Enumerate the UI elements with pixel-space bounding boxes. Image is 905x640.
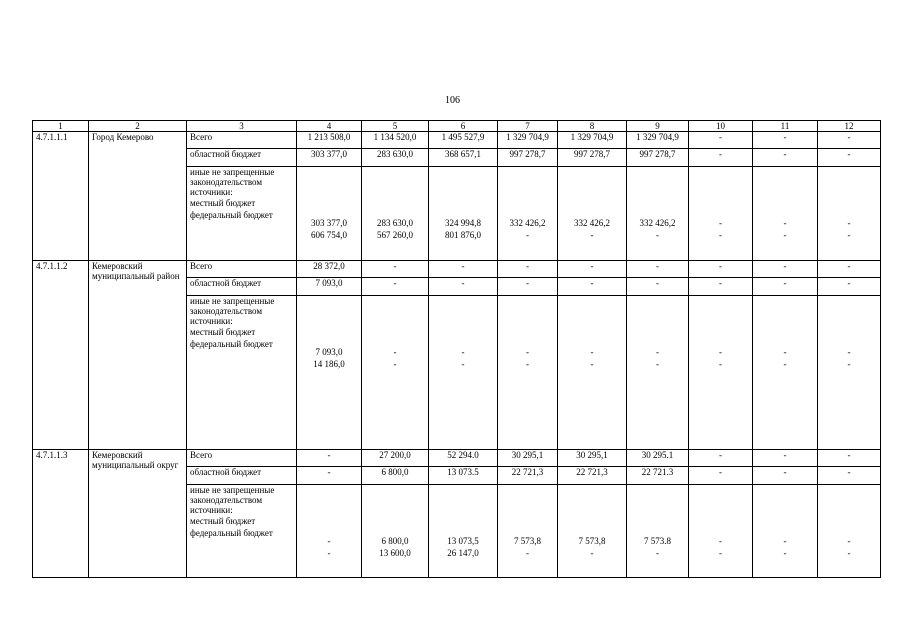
- value-cell-group: [558, 296, 627, 450]
- source-label: Всего: [187, 261, 297, 278]
- value-cell: 52 294.0: [429, 450, 498, 467]
- source-label: Всего: [187, 132, 297, 149]
- federal-budget-label: федеральный бюджет: [190, 210, 273, 220]
- local-budget-value: 303 377,0: [311, 218, 347, 228]
- source-label-group: [187, 485, 297, 578]
- value-cell: -: [753, 278, 818, 296]
- federal-budget-value: 567 260,0: [377, 230, 413, 240]
- federal-budget-value: -: [656, 230, 659, 240]
- value-cell-group: [429, 485, 498, 578]
- local-budget-value: -: [719, 347, 722, 357]
- value-cell: 22 721,3: [558, 467, 627, 485]
- federal-budget-value: -: [847, 230, 851, 240]
- value-cell-group: [753, 485, 818, 578]
- local-budget-value: 332 426,2: [574, 218, 610, 228]
- federal-budget-value: -: [719, 230, 722, 240]
- col-header: 1: [33, 121, 89, 132]
- value-cell: -: [753, 261, 818, 278]
- page-number: 106: [445, 95, 460, 106]
- local-budget-value: 13 073,5: [447, 536, 479, 546]
- value-cell-group: [498, 296, 558, 450]
- federal-budget-value: 801 876,0: [445, 230, 481, 240]
- value-cell: -: [689, 149, 753, 167]
- row-code: 4.7.1.1.3: [33, 450, 89, 578]
- value-cell-group: [362, 485, 429, 578]
- federal-budget-value: -: [526, 548, 529, 558]
- budget-table: [32, 120, 881, 578]
- value-cell: -: [498, 278, 558, 296]
- source-label: областной бюджет: [187, 278, 297, 296]
- value-cell: 1 329 704,9: [627, 132, 689, 149]
- value-cell: 13 073.5: [429, 467, 498, 485]
- col-header: 11: [753, 121, 818, 132]
- value-cell: -: [362, 278, 429, 296]
- table-row: [33, 132, 881, 149]
- local-budget-value: -: [783, 218, 787, 228]
- col-header: 4: [297, 121, 362, 132]
- value-cell: -: [753, 149, 818, 167]
- value-cell-group: [362, 167, 429, 261]
- value-cell-group: [297, 296, 362, 450]
- row-name: Кемеровский муниципальный округ: [89, 450, 187, 578]
- local-budget-value: 332 426,2: [639, 218, 676, 228]
- value-cell-group: [558, 167, 627, 261]
- local-budget-value: -: [783, 347, 787, 357]
- local-budget-value: -: [719, 536, 722, 546]
- federal-budget-value: -: [847, 548, 851, 558]
- value-cell-group: [818, 296, 881, 450]
- table-row: [33, 450, 881, 467]
- col-header: 2: [89, 121, 187, 132]
- local-budget-value: 7 093,0: [315, 347, 343, 357]
- value-cell-group: [753, 167, 818, 261]
- value-cell: 283 630,0: [362, 149, 429, 167]
- value-cell-group: [753, 296, 818, 450]
- source-label-group: [187, 167, 297, 261]
- value-cell-group: [297, 167, 362, 261]
- value-cell: 1 329 704,9: [498, 132, 558, 149]
- other-sources-label: иные не запрещенные законодательством источники:: [190, 485, 275, 515]
- value-cell: 1 495 527,9: [429, 132, 498, 149]
- value-cell: -: [689, 278, 753, 296]
- local-budget-label: местный бюджет: [190, 198, 256, 208]
- value-cell: -: [689, 467, 753, 485]
- value-cell: -: [362, 261, 429, 278]
- source-label: Всего: [187, 450, 297, 467]
- row-code: 4.7.1.1.2: [33, 261, 89, 450]
- value-cell-group: [429, 167, 498, 261]
- value-cell: 303 377,0: [297, 149, 362, 167]
- value-cell: -: [818, 278, 881, 296]
- federal-budget-value: -: [393, 359, 397, 369]
- value-cell-group: [818, 485, 881, 578]
- source-label: областной бюджет: [187, 149, 297, 167]
- value-cell: -: [498, 261, 558, 278]
- value-cell: -: [689, 450, 753, 467]
- value-cell-group: [627, 296, 689, 450]
- value-cell: 368 657,1: [429, 149, 498, 167]
- value-cell: -: [627, 261, 689, 278]
- row-name: Город Кемерово: [89, 132, 187, 261]
- row-name: Кемеровский муниципальный район: [89, 261, 187, 450]
- value-cell: 997 278,7: [627, 149, 689, 167]
- col-header: 9: [627, 121, 689, 132]
- federal-budget-value: -: [783, 359, 787, 369]
- federal-budget-value: 14 186,0: [313, 359, 345, 369]
- source-label-group: [187, 296, 297, 450]
- federal-budget-value: -: [526, 359, 529, 369]
- value-cell: 997 278,7: [498, 149, 558, 167]
- federal-budget-label: федеральный бюджет: [190, 528, 273, 538]
- value-cell-group: [558, 485, 627, 578]
- value-cell: -: [753, 450, 818, 467]
- value-cell: -: [429, 278, 498, 296]
- source-label: областной бюджет: [187, 467, 297, 485]
- local-budget-value: -: [461, 347, 465, 357]
- header-row: [33, 121, 881, 132]
- value-cell-group: [498, 485, 558, 578]
- value-cell: 30 295,1: [558, 450, 627, 467]
- value-cell: -: [689, 261, 753, 278]
- local-budget-value: 283 630,0: [377, 218, 413, 228]
- value-cell: 1 213 508,0: [297, 132, 362, 149]
- value-cell: -: [818, 149, 881, 167]
- other-sources-label: иные не запрещенные законодательством источники:: [190, 167, 275, 197]
- local-budget-value: -: [847, 218, 851, 228]
- local-budget-value: -: [783, 536, 787, 546]
- value-cell-group: [627, 485, 689, 578]
- local-budget-value: 7 573,8: [514, 536, 541, 546]
- col-header: 3: [187, 121, 297, 132]
- value-cell: -: [818, 261, 881, 278]
- federal-budget-value: 26 147,0: [447, 548, 479, 558]
- value-cell: 30 295,1: [498, 450, 558, 467]
- value-cell: -: [689, 132, 753, 149]
- local-budget-label: местный бюджет: [190, 516, 256, 526]
- local-budget-value: -: [719, 218, 722, 228]
- row-code: 4.7.1.1.1: [33, 132, 89, 261]
- value-cell: 997 278,7: [558, 149, 627, 167]
- federal-budget-value: -: [590, 230, 594, 240]
- value-cell: 1 134 520,0: [362, 132, 429, 149]
- federal-budget-value: -: [590, 359, 594, 369]
- value-cell: 22 721,3: [498, 467, 558, 485]
- federal-budget-value: -: [461, 359, 465, 369]
- local-budget-value: 332 426,2: [509, 218, 546, 228]
- value-cell-group: [498, 167, 558, 261]
- col-header: 5: [362, 121, 429, 132]
- value-cell: -: [558, 261, 627, 278]
- other-sources-label: иные не запрещенные законодательством источники:: [190, 296, 275, 326]
- value-cell: 27 200,0: [362, 450, 429, 467]
- value-cell: -: [753, 132, 818, 149]
- local-budget-value: 6 800,0: [381, 536, 409, 546]
- local-budget-value: 324 994,8: [445, 218, 481, 228]
- value-cell-group: [627, 167, 689, 261]
- value-cell: -: [818, 132, 881, 149]
- value-cell-group: [818, 167, 881, 261]
- col-header: 6: [429, 121, 498, 132]
- value-cell: -: [297, 467, 362, 485]
- local-budget-value: 7 573,8: [578, 536, 606, 546]
- value-cell: -: [753, 467, 818, 485]
- value-cell-group: [689, 296, 753, 450]
- table-row: [33, 261, 881, 278]
- col-header: 10: [689, 121, 753, 132]
- federal-budget-value: -: [656, 548, 659, 558]
- federal-budget-value: -: [783, 230, 787, 240]
- value-cell: -: [627, 278, 689, 296]
- federal-budget-value: -: [719, 359, 722, 369]
- col-header: 8: [558, 121, 627, 132]
- value-cell: -: [429, 261, 498, 278]
- value-cell-group: [362, 296, 429, 450]
- value-cell: 7 093,0: [297, 278, 362, 296]
- local-budget-value: -: [393, 347, 397, 357]
- federal-budget-value: 606 754,0: [311, 230, 347, 240]
- local-budget-value: -: [590, 347, 594, 357]
- federal-budget-value: -: [327, 548, 331, 558]
- local-budget-label: местный бюджет: [190, 327, 256, 337]
- value-cell-group: [689, 485, 753, 578]
- local-budget-value: -: [847, 347, 851, 357]
- value-cell: -: [297, 450, 362, 467]
- value-cell: -: [818, 450, 881, 467]
- col-header: 7: [498, 121, 558, 132]
- local-budget-value: -: [526, 347, 529, 357]
- local-budget-value: -: [847, 536, 851, 546]
- value-cell: 1 329 704,9: [558, 132, 627, 149]
- local-budget-value: -: [656, 347, 659, 357]
- value-cell: 6 800,0: [362, 467, 429, 485]
- value-cell-group: [429, 296, 498, 450]
- federal-budget-label: федеральный бюджет: [190, 339, 273, 349]
- value-cell-group: [297, 485, 362, 578]
- value-cell: -: [558, 278, 627, 296]
- federal-budget-value: -: [847, 359, 851, 369]
- federal-budget-value: -: [526, 230, 529, 240]
- federal-budget-value: -: [590, 548, 594, 558]
- federal-budget-value: -: [719, 548, 722, 558]
- value-cell: 28 372,0: [297, 261, 362, 278]
- federal-budget-value: -: [656, 359, 659, 369]
- federal-budget-value: -: [783, 548, 787, 558]
- value-cell: 22 721.3: [627, 467, 689, 485]
- value-cell: -: [818, 467, 881, 485]
- local-budget-value: 7 573.8: [644, 536, 671, 546]
- col-header: 12: [818, 121, 881, 132]
- value-cell-group: [689, 167, 753, 261]
- local-budget-value: -: [327, 536, 331, 546]
- federal-budget-value: 13 600,0: [379, 548, 411, 558]
- value-cell: 30 295.1: [627, 450, 689, 467]
